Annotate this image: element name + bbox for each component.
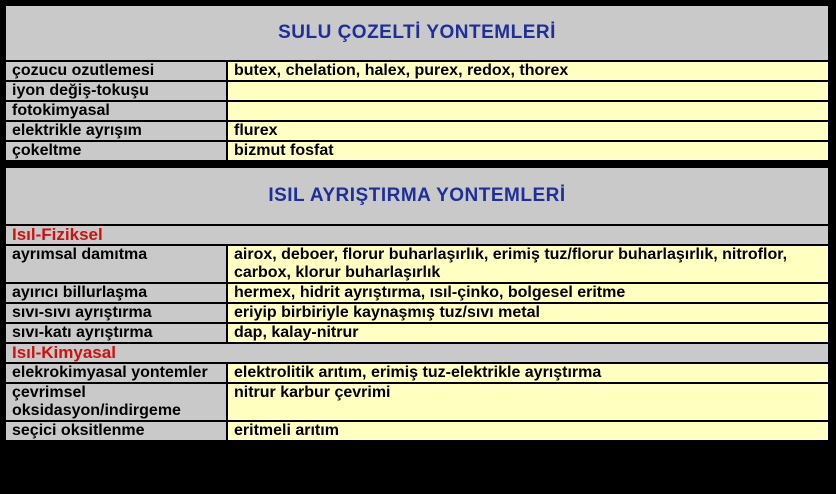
group-header-row — [5, 343, 829, 363]
table-row — [5, 383, 829, 421]
method-value: eriyip birbiriyle kaynaşmış tuz/sıvı metal — [227, 303, 829, 323]
methods-table-frame — [4, 4, 830, 490]
method-value: dap, kalay-nitrur — [227, 323, 829, 343]
table-row — [5, 283, 829, 303]
group-header-row — [5, 225, 829, 245]
section-header-row — [5, 5, 829, 61]
table-row — [5, 101, 829, 121]
method-value: bizmut fosfat — [227, 141, 829, 161]
table-row — [5, 323, 829, 343]
table-row — [5, 81, 829, 101]
method-value: hermex, hidrit ayrıştırma, ısıl-çinko, bolgesel eritme — [227, 283, 829, 303]
method-label: iyon değiş-tokuşu — [5, 81, 227, 101]
method-value: airox, deboer, florur buharlaşırlık, erimiş tuz/florur buharlaşırlık, nitroflor, carbox, klorur buharlaşırlık — [227, 245, 829, 283]
method-label: elektrikle ayrışım — [5, 121, 227, 141]
method-label: ayırıcı billurlaşma — [5, 283, 227, 303]
table-row — [5, 421, 829, 441]
method-value: elektrolitik arıtım, erimiş tuz-elektrikle ayrıştırma — [227, 363, 829, 383]
method-label: seçici oksitlenme — [5, 421, 227, 441]
method-value: nitrur karbur çevrimi — [227, 383, 829, 421]
method-value: eritmeli arıtım — [227, 421, 829, 441]
table-row — [5, 121, 829, 141]
table-row — [5, 245, 829, 283]
table-row — [5, 363, 829, 383]
table-row — [5, 141, 829, 161]
method-value: butex, chelation, halex, purex, redox, thorex — [227, 61, 829, 81]
section-title-aqueous: SULU ÇOZELTİ YONTEMLERİ — [5, 5, 829, 61]
method-label: fotokimyasal — [5, 101, 227, 121]
method-label: sıvı-katı ayrıştırma — [5, 323, 227, 343]
method-label: çevrimsel oksidasyon/indirgeme — [5, 383, 227, 421]
methods-table — [4, 4, 830, 442]
method-label: elekrokimyasal yontemler — [5, 363, 227, 383]
method-label: çozucu ozutlemesi — [5, 61, 227, 81]
section-header-row — [5, 167, 829, 225]
method-value — [227, 101, 829, 121]
method-label: çokeltme — [5, 141, 227, 161]
table-row — [5, 303, 829, 323]
group-title-thermal-chemical: Isıl-Kimyasal — [5, 343, 829, 363]
section-title-thermal: ISIL AYRIŞTIRMA YONTEMLERİ — [5, 167, 829, 225]
group-title-thermal-physical: Isıl-Fiziksel — [5, 225, 829, 245]
method-value: flurex — [227, 121, 829, 141]
table-row — [5, 61, 829, 81]
method-label: sıvı-sıvı ayrıştırma — [5, 303, 227, 323]
method-value — [227, 81, 829, 101]
method-label: ayrımsal damıtma — [5, 245, 227, 283]
